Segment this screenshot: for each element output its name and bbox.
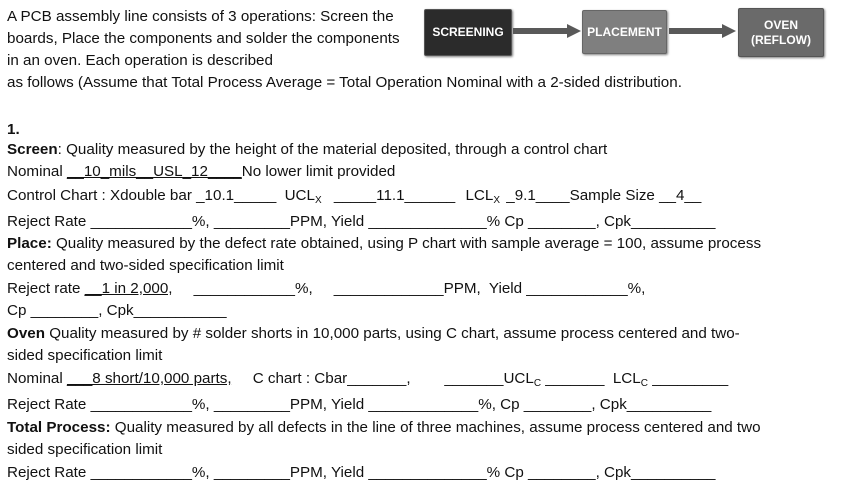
place-reject-line: Reject rate __1 in 2,000, ____________%, _____________PPM, Yield ____________%,: [7, 280, 646, 297]
screen-nominal-value: __10_mils__: [66, 163, 154, 180]
screen-xbar-value: _10.1_____: [196, 187, 277, 204]
flow-box-screening-label: SCREENING: [432, 25, 504, 39]
oven-nominal-line: Nominal ___8 short/10,000 parts, C chart : Cbar_______, $\_\_\_\_\_\_\_UCL_C$ _______ $LCL_C$ _________: [7, 370, 729, 389]
screen-ucl-value: _____11.1______: [333, 187, 456, 204]
place-reject-value: __1 in 2,000,: [84, 280, 173, 297]
total-desc: Quality measured by all defects in the line of three machines, assume process centered and two: [110, 419, 761, 436]
flow-box-placement: [582, 10, 667, 54]
flow-box-oven: [738, 8, 824, 57]
oven-nominal-value: ___8 short/10,000 parts,: [66, 370, 232, 387]
screen-lcl-value: _9.1____: [506, 187, 570, 204]
place-desc: Quality measured by the defect rate obtained, using P chart with sample average = 100, assume process: [51, 235, 762, 252]
flow-arrow-1: [513, 24, 581, 38]
flow-box-oven-line1: OVEN: [763, 17, 798, 32]
oven-desc: Quality measured by # solder shorts in 10,000 parts, using C chart, assume process centered and two-: [44, 325, 740, 342]
screen-heading-line: [7, 140, 607, 160]
place-desc-line2: centered and two-sided specification limit: [7, 257, 284, 274]
screen-reject-line: Reject Rate ____________%, _________PPM, Yield ______________% Cp ________, Cpk__________: [7, 213, 716, 230]
screen-nominal-line: Nominal __10_mils__USL_12____No lower limit provided: [7, 163, 396, 180]
flow-box-oven-line2: (REFLOW): [751, 32, 811, 47]
oven-reject-line: Reject Rate ____________%, _________PPM, Yield _____________%, Cp ________, Cpk__________: [7, 396, 712, 413]
place-heading: Place:: [7, 235, 52, 252]
screen-usl-value: USL_12____: [153, 163, 242, 180]
place-cp-line: Cp ________, Cpk___________: [7, 302, 227, 319]
flow-arrow-2: [669, 24, 736, 38]
flow-box-placement-label: PLACEMENT: [587, 24, 662, 39]
total-heading-line: [7, 418, 761, 438]
screen-control-chart-line: Control Chart : Xdouble bar _10.1_____ $UCL_X$ _____11.1______ $LCL_X$ _9.1____Sample Size __4__: [7, 187, 702, 206]
screen-sample-size: __4__: [659, 187, 702, 204]
screen-desc: : Quality measured by the height of the material deposited, through a control chart: [57, 141, 608, 158]
intro-paragraph: A PCB assembly line consists of 3 operations: Screen the boards, Place the components and solder the components in an oven. Each operation is described: [7, 8, 400, 69]
screen-heading: Screen: [7, 141, 58, 158]
oven-heading-line: [7, 324, 740, 344]
screen-no-lower: No lower limit provided: [241, 163, 396, 180]
total-reject-line: Reject Rate ____________%, _________PPM, Yield ______________% Cp ________, Cpk__________: [7, 464, 716, 481]
flow-box-screening: [424, 9, 512, 56]
total-heading: Total Process:: [7, 419, 111, 436]
place-heading-line: [7, 234, 761, 254]
intro-last-line: as follows (Assume that Total Process Average = Total Operation Nominal with a 2-sided distribution.: [7, 74, 682, 91]
oven-heading: Oven: [7, 325, 45, 342]
total-desc-line2: sided specification limit: [7, 441, 163, 458]
question-number: 1.: [7, 121, 20, 138]
oven-desc-line2: sided specification limit: [7, 347, 163, 364]
